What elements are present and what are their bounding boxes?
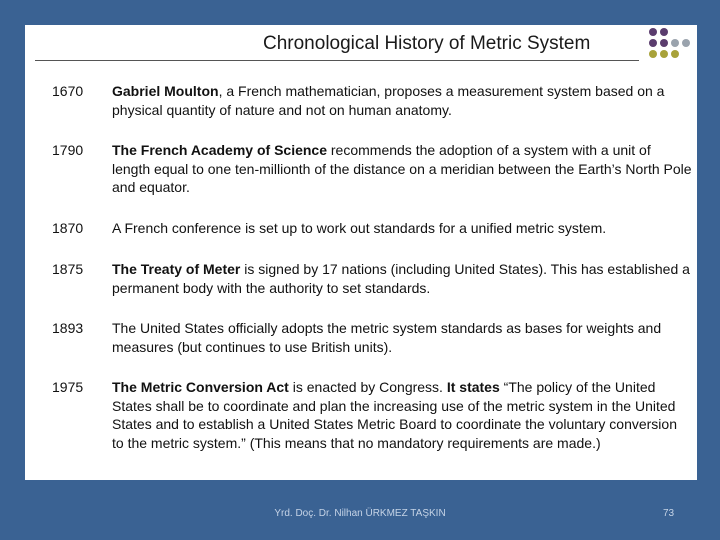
entry-description: [112, 82, 692, 119]
title-divider: [35, 60, 639, 61]
entry-year: 1893: [52, 320, 84, 336]
entry-bold-2: It states: [446, 379, 500, 395]
dot-purple-3: [649, 39, 657, 47]
entry-text: A French conference is set up to work out standards for a unified metric system.: [112, 220, 607, 236]
dot-purple-4: [660, 39, 668, 47]
entry-text: , a French mathematician, proposes a measurement system based on a physical quantity of nature and not on human anatomy.: [112, 83, 665, 118]
entry-description: [112, 378, 692, 452]
entry-text-2: “The policy of the United States shall be to coordinate and plan the increasing use of the metric system in the United States and to establish a United States Metric Board to coordinate the voluntary conversion to the metric system.” (This means that no mandatory requirements are made.): [112, 379, 677, 451]
entry-description: [112, 260, 692, 297]
entry-bold: The French Academy of Science: [112, 142, 327, 158]
footer-author: Yrd. Doç. Dr. Nilhan ÜRKMEZ TAŞKIN: [274, 508, 446, 519]
entry-description: [112, 219, 692, 238]
entry-year: 1870: [52, 220, 84, 236]
entry-description: [112, 141, 692, 197]
entry-year: 1975: [52, 379, 84, 395]
decorative-dots-icon: [645, 28, 695, 64]
dot-olive-3: [671, 50, 679, 58]
entry-year: 1790: [52, 142, 84, 158]
entry-text: recommends the adoption of a system with a unit of length equal to one ten-millionth of the distance on a meridian between the Earth’s North Pole and equator.: [112, 142, 692, 195]
entry-year: 1670: [52, 83, 84, 99]
slide-title: Chronological History of Metric System: [263, 33, 591, 54]
slide-panel: [25, 25, 697, 480]
entry-description: [112, 319, 692, 356]
entry-text: The United States officially adopts the metric system standards as bases for weights and measures (but continues to use British units).: [112, 320, 662, 355]
dot-purple-1: [649, 28, 657, 36]
dot-olive-1: [649, 50, 657, 58]
entry-text: is signed by 17 nations (including United States). This has established a permanent body with the authority to set standards.: [112, 261, 690, 296]
entry-year: 1875: [52, 261, 84, 277]
entry-text: is enacted by Congress.: [288, 379, 447, 395]
entry-bold: Gabriel Moulton: [112, 83, 219, 99]
dot-gray-1: [671, 39, 679, 47]
entry-bold: The Metric Conversion Act: [112, 379, 289, 395]
dot-olive-2: [660, 50, 668, 58]
dot-purple-2: [660, 28, 668, 36]
entry-bold: The Treaty of Meter: [112, 261, 241, 277]
dot-gray-2: [682, 39, 690, 47]
page-number: 73: [663, 508, 675, 519]
